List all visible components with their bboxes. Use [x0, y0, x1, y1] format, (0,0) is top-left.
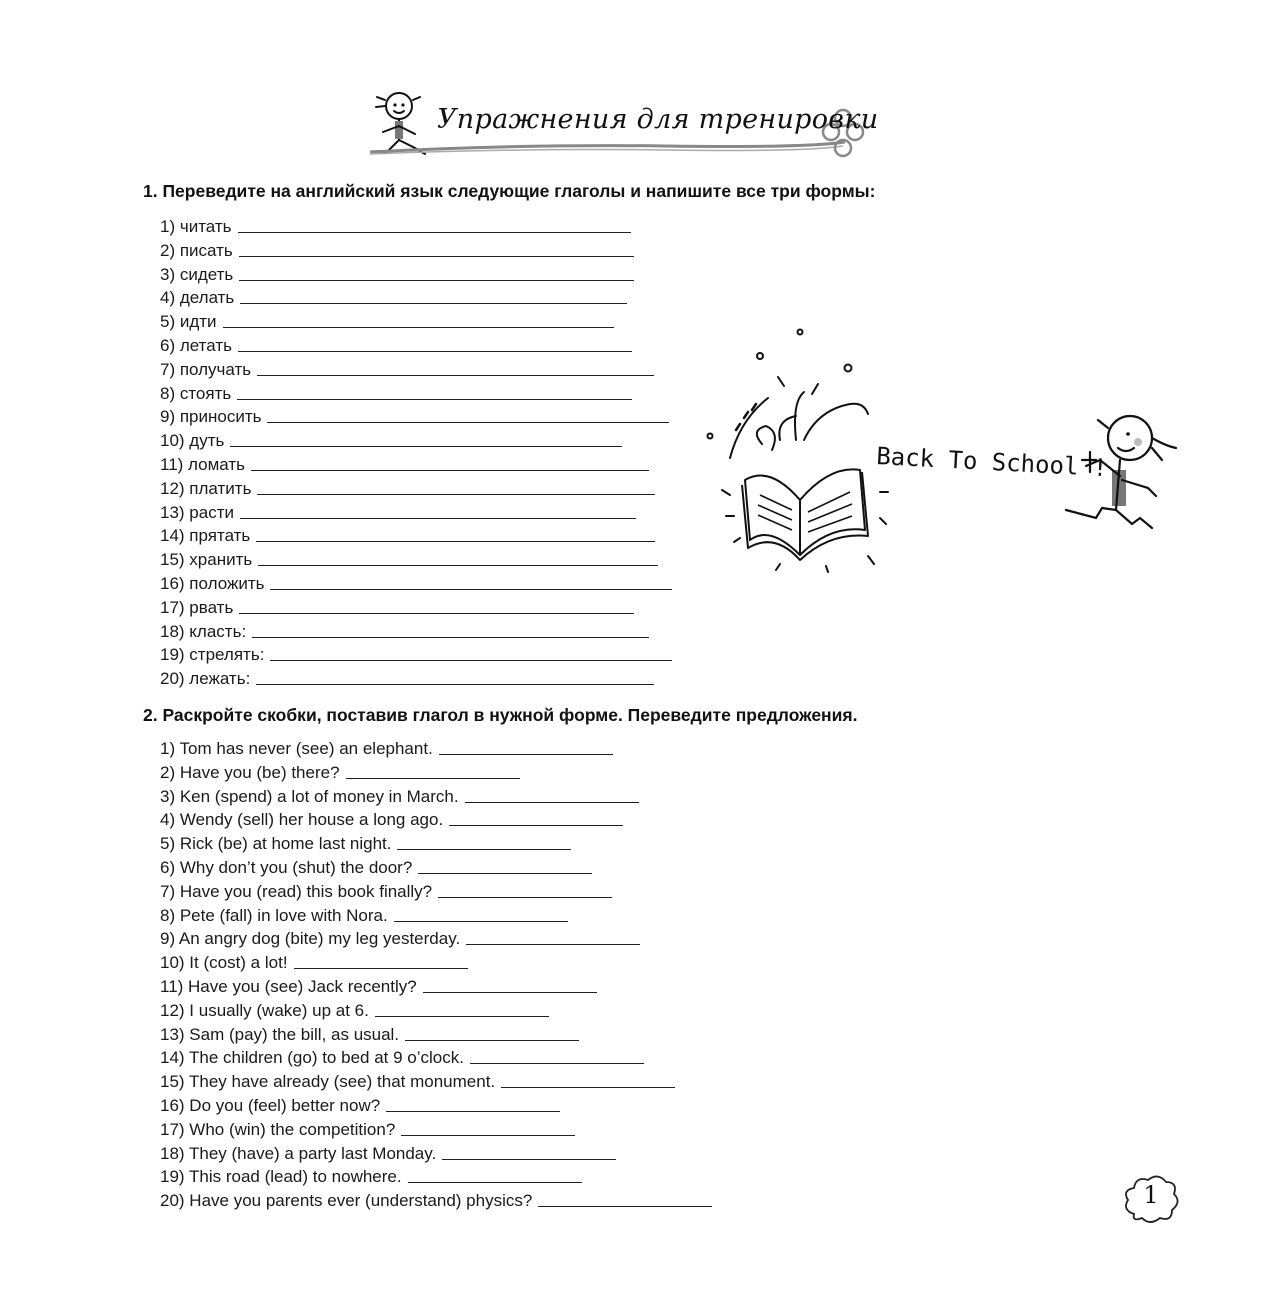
section1-item — [160, 501, 636, 523]
answer-blank[interactable] — [449, 824, 623, 826]
page-number-badge — [1120, 1170, 1182, 1226]
section1-heading: 1. Переведите на английский язык следующие глаголы и напишите все три формы: — [143, 181, 876, 201]
section1-item-label: 5) идти — [160, 312, 217, 332]
section1-item — [160, 310, 614, 332]
answer-blank[interactable] — [240, 302, 627, 304]
answer-blank[interactable] — [375, 1015, 549, 1017]
section2-item — [160, 808, 623, 830]
answer-blank[interactable] — [267, 421, 669, 423]
section1-item-label: 9) приносить — [160, 407, 262, 427]
section2-item-label: 5) Rick (be) at home last night. — [160, 834, 392, 854]
answer-blank[interactable] — [465, 801, 639, 803]
section2-item-label: 3) Ken (spend) a lot of money in March. — [160, 786, 459, 806]
section2-item — [160, 1023, 579, 1045]
splash-dots — [708, 330, 852, 439]
section1-item-label: 12) платить — [160, 478, 252, 498]
section1-item-label: 11) ломать — [160, 455, 246, 474]
section1-item-label: 19) стрелять: — [160, 645, 265, 665]
answer-blank[interactable] — [223, 326, 614, 328]
section2-item-label: 20) Have you parents ever (understand) physics? — [160, 1191, 533, 1211]
page-title: Упражнения для тренировки — [437, 104, 879, 135]
answer-blank[interactable] — [418, 872, 592, 874]
answer-blank[interactable] — [442, 1158, 616, 1160]
section2-heading: 2. Раскройте скобки, поставив глагол в нужной форме. Переведите предложения. — [143, 705, 858, 725]
answer-blank[interactable] — [538, 1205, 712, 1207]
section2-item — [160, 880, 612, 902]
section2-item-label: 13) Sam (pay) the bill, as usual. — [160, 1024, 400, 1044]
section2-item-label: 14) The children (go) to bed at 9 o’clock. — [160, 1048, 464, 1068]
section1-item-label: 16) положить — [160, 574, 265, 593]
section2-item-label: 17) Who (win) the competition? — [160, 1119, 396, 1139]
section2-item-label: 12) I usually (wake) up at 6. — [160, 1000, 369, 1020]
section2-item — [160, 1189, 712, 1211]
answer-blank[interactable] — [239, 612, 634, 614]
answer-blank[interactable] — [294, 967, 468, 969]
section1-item — [160, 572, 672, 594]
back-to-school-caption: Back To School ! — [875, 442, 1109, 483]
section1-item — [160, 239, 634, 261]
section2-item-label: 9) An angry dog (bite) my leg yesterday. — [160, 929, 461, 949]
answer-blank[interactable] — [239, 255, 634, 257]
section1-item — [160, 643, 672, 665]
answer-blank[interactable] — [256, 683, 654, 685]
answer-blank[interactable] — [466, 943, 640, 945]
answer-blank[interactable] — [238, 350, 632, 352]
back-to-school-illustration — [700, 320, 1200, 580]
section2-item-label: 8) Pete (fall) in love with Nora. — [160, 905, 388, 925]
section2-item — [160, 927, 640, 949]
section2-item-label: 7) Have you (read) this book finally? — [160, 881, 433, 901]
section1-item — [160, 429, 622, 451]
answer-blank[interactable] — [501, 1086, 675, 1088]
section1-item — [160, 477, 655, 499]
answer-blank[interactable] — [256, 540, 655, 542]
answer-blank[interactable] — [405, 1039, 579, 1041]
section2-item — [160, 1070, 675, 1092]
section1-item-label: 20) лежать: — [160, 669, 251, 689]
section1-item — [160, 596, 634, 618]
answer-blank[interactable] — [239, 279, 634, 281]
section2-item-label: 16) Do you (feel) better now? — [160, 1096, 381, 1115]
section2-item — [160, 856, 592, 878]
answer-blank[interactable] — [252, 636, 649, 638]
section1-item — [160, 667, 654, 689]
section2-item-label: 18) They (have) a party last Monday. — [160, 1143, 437, 1163]
section1-item — [160, 215, 631, 237]
section2-item — [160, 832, 571, 854]
section1-item-label: 7) получать — [160, 359, 252, 379]
page-number: 1 — [1143, 1181, 1159, 1209]
answer-blank[interactable] — [470, 1062, 644, 1064]
section1-item-label: 4) делать — [160, 288, 235, 308]
sitting-child-icon — [376, 93, 425, 154]
section1-item-label: 17) рвать — [160, 597, 234, 617]
section1-item — [160, 286, 627, 308]
section2-item — [160, 975, 597, 997]
answer-blank[interactable] — [394, 920, 568, 922]
section1-item — [160, 334, 632, 356]
section1-item — [160, 358, 654, 380]
section2-item-label: 1) Tom has never (see) an elephant. — [160, 739, 433, 758]
section1-item — [160, 453, 649, 475]
section1-item-label: 15) хранить — [160, 550, 253, 570]
page-header — [365, 88, 879, 168]
section2-item — [160, 1142, 616, 1164]
section2-item-label: 6) Why don’t you (shut) the door? — [160, 858, 413, 877]
section2-item — [160, 1046, 644, 1068]
answer-blank[interactable] — [438, 896, 612, 898]
answer-blank[interactable] — [270, 659, 672, 661]
answer-blank[interactable] — [408, 1181, 582, 1183]
section1-item — [160, 524, 655, 546]
section2-item — [160, 761, 520, 783]
section1-item — [160, 620, 649, 642]
section1-item — [160, 548, 658, 570]
answer-blank[interactable] — [237, 398, 632, 400]
section1-item-label: 8) стоять — [160, 383, 232, 403]
section2-item-label: 4) Wendy (sell) her house a long ago. — [160, 810, 444, 830]
section1-item — [160, 263, 634, 285]
section2-item — [160, 737, 613, 759]
section1-item — [160, 405, 669, 427]
answer-blank[interactable] — [397, 848, 571, 850]
answer-blank[interactable] — [257, 493, 655, 495]
section1-item-label: 1) читать — [160, 217, 232, 236]
section1-item-label: 6) летать — [160, 336, 232, 355]
section2-item — [160, 1118, 575, 1140]
answer-blank[interactable] — [346, 777, 520, 779]
section2-item — [160, 999, 549, 1021]
section1-item-label: 10) дуть — [160, 431, 225, 451]
section2-item — [160, 904, 568, 926]
answer-blank[interactable] — [257, 374, 654, 376]
section2-item — [160, 1165, 582, 1187]
answer-blank[interactable] — [258, 564, 658, 566]
answer-blank[interactable] — [423, 991, 597, 993]
answer-blank[interactable] — [439, 753, 613, 755]
answer-blank[interactable] — [401, 1134, 575, 1136]
answer-blank[interactable] — [270, 588, 672, 590]
section1-item-label: 2) писать — [160, 240, 233, 260]
section2-item-label: 10) It (cost) a lot! — [160, 953, 288, 973]
section1-item — [160, 382, 632, 404]
section2-item-label: 15) They have already (see) that monument. — [160, 1072, 496, 1092]
answer-blank[interactable] — [251, 469, 649, 471]
open-book-icon — [742, 469, 868, 560]
answer-blank[interactable] — [238, 231, 631, 233]
section2-item-label: 11) Have you (see) Jack recently? — [160, 977, 417, 996]
section1-item-label: 13) расти — [160, 502, 234, 522]
answer-blank[interactable] — [230, 445, 622, 447]
answer-blank[interactable] — [386, 1110, 560, 1112]
answer-blank[interactable] — [240, 517, 636, 519]
section2-item-label: 19) This road (lead) to nowhere. — [160, 1167, 402, 1187]
section1-item-label: 18) класть: — [160, 621, 247, 641]
section2-item — [160, 951, 468, 973]
section2-item — [160, 785, 639, 807]
section2-item-label: 2) Have you (be) there? — [160, 762, 340, 782]
section1-item-label: 3) сидеть — [160, 264, 234, 284]
section2-item — [160, 1094, 560, 1116]
section1-item-label: 14) прятать — [160, 526, 251, 546]
